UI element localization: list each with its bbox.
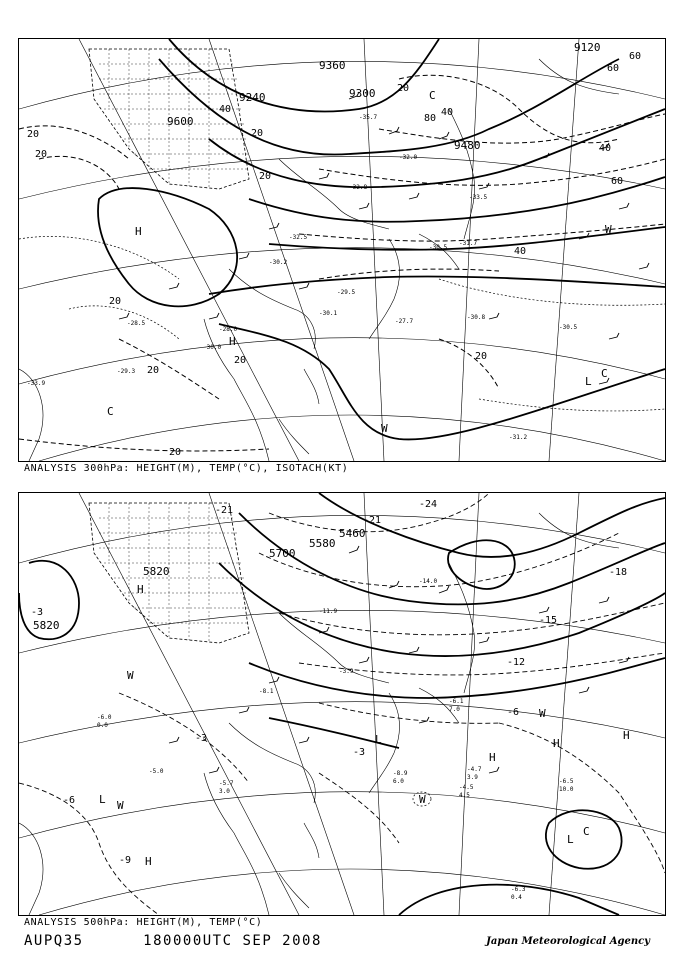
- isotach-label: 20: [27, 129, 40, 140]
- temp-label: -18: [609, 567, 628, 578]
- warm-label: W: [605, 223, 612, 236]
- isotach-label: 60: [629, 51, 642, 62]
- bulletin-datetime: 180000UTC SEP 2008: [143, 933, 322, 949]
- isotach-label: 80: [424, 113, 437, 124]
- graticule-lines: [19, 493, 665, 915]
- height-label: 5460: [339, 527, 366, 540]
- height-label: 9240: [239, 91, 266, 104]
- height-label: 9480: [454, 139, 481, 152]
- station-value: -33.5: [469, 194, 488, 201]
- station-value: 3.9: [467, 774, 478, 781]
- station-value: 10.0: [559, 786, 574, 793]
- isotach-label: 40: [441, 107, 454, 118]
- system-labels: [107, 89, 612, 435]
- station-value: -32.0: [399, 154, 418, 161]
- cold-label: C: [601, 367, 608, 380]
- station-value: -27.7: [395, 318, 414, 325]
- chart-300hpa-caption: ANALYSIS 300hPa: HEIGHT(M), TEMP(°C), ISOTACH(KT): [24, 463, 349, 474]
- station-value: 6.0: [393, 778, 404, 785]
- height-label: 9300: [349, 87, 376, 100]
- station-value: -29.3: [117, 368, 136, 375]
- height-label: 5580: [309, 537, 336, 550]
- station-value: -30.2: [269, 259, 288, 266]
- height-label: 5700: [269, 547, 296, 560]
- station-value: -3.9: [339, 668, 354, 675]
- temp-label: -3: [31, 607, 44, 618]
- high-pressure-label: H: [135, 225, 142, 238]
- warm-label: W: [419, 793, 426, 806]
- station-value: -4.5: [459, 784, 474, 791]
- isotach-label: 20: [397, 83, 410, 94]
- temp-label: -21: [363, 515, 382, 526]
- station-value: -33.9: [27, 380, 46, 387]
- station-value: 0.0: [97, 722, 108, 729]
- station-value: -8.1: [259, 688, 274, 695]
- station-value: -31.2: [509, 434, 528, 441]
- cold-label: C: [583, 825, 590, 838]
- height-label: 9120: [574, 41, 601, 54]
- bulletin-header: [24, 933, 322, 949]
- station-value: -6.5: [559, 778, 574, 785]
- height-label: 9360: [319, 59, 346, 72]
- high-pressure-label: H: [229, 335, 236, 348]
- isotach-label: 20: [169, 447, 182, 458]
- agency-name: Japan Meteorological Agency: [486, 936, 650, 947]
- height-labels: [33, 527, 366, 632]
- isotach-label: 20: [35, 149, 48, 160]
- station-value: 4.5: [459, 792, 470, 799]
- warm-label: W: [127, 669, 134, 682]
- station-value: -30.0: [203, 344, 222, 351]
- low-pressure-label: L: [567, 833, 574, 846]
- station-value: -30.5: [559, 324, 578, 331]
- low-pressure-label: L: [375, 733, 382, 746]
- low-pressure-label: L: [585, 375, 592, 388]
- bulletin-code: AUPQ35: [24, 933, 84, 949]
- temp-label: -21: [215, 505, 234, 516]
- station-value: -29.5: [337, 289, 356, 296]
- height-label: 5820: [33, 619, 60, 632]
- station-value: -32.8: [349, 184, 368, 191]
- station-value: -8.9: [393, 770, 408, 777]
- warm-label: W: [539, 707, 546, 720]
- station-value: -28.5: [127, 320, 146, 327]
- temp-label: -6: [507, 707, 520, 718]
- high-pressure-label: H: [137, 583, 144, 596]
- isotach-label: 20: [251, 128, 264, 139]
- high-pressure-label: H: [623, 729, 630, 742]
- isotach-label: 20: [259, 171, 272, 182]
- station-value: -11.9: [319, 608, 338, 615]
- temp-label: -6: [63, 795, 76, 806]
- station-value: -4.7: [467, 766, 482, 773]
- coastlines: [19, 59, 619, 461]
- low-pressure-label: L: [99, 793, 106, 806]
- station-value: -5.0: [149, 768, 164, 775]
- station-value: 7.0: [449, 706, 460, 713]
- height-labels: [167, 41, 601, 152]
- height-label: 9600: [167, 115, 194, 128]
- isotherms: [19, 493, 665, 915]
- high-pressure-label: H: [145, 855, 152, 868]
- isotach-label: 40: [514, 246, 527, 257]
- isotach-label: 60: [611, 176, 624, 187]
- isotach-label: 40: [599, 143, 612, 154]
- isotachs: [19, 75, 665, 451]
- isotach-label: 60: [607, 63, 620, 74]
- station-value: -30.1: [319, 310, 338, 317]
- temp-label: -12: [507, 657, 526, 668]
- isotach-label: 40: [219, 104, 232, 115]
- station-value: -28.0: [219, 326, 238, 333]
- temp-label: -3: [353, 747, 366, 758]
- cold-label: C: [429, 89, 436, 102]
- station-value: -31.7: [459, 240, 478, 247]
- chart-500hpa-caption: ANALYSIS 500hPa: HEIGHT(M), TEMP(°C): [24, 917, 263, 928]
- chart-300hpa-canvas: [19, 39, 665, 461]
- height-label: 5820: [143, 565, 170, 578]
- chart-300hpa: [18, 38, 666, 462]
- station-value: -30.8: [467, 314, 486, 321]
- warm-label: W: [381, 422, 388, 435]
- isotach-label: 20: [147, 365, 160, 376]
- station-value: -32.5: [289, 234, 308, 241]
- chart-500hpa: [18, 492, 666, 916]
- isotach-label: 20: [234, 355, 247, 366]
- station-value: -14.0: [419, 578, 438, 585]
- chart-500hpa-canvas: [19, 493, 665, 915]
- temp-label: -24: [419, 499, 438, 510]
- warm-label: W: [117, 799, 124, 812]
- temp-label: -15: [539, 615, 558, 626]
- height-contours: [19, 493, 665, 915]
- high-pressure-label: H: [553, 737, 560, 750]
- station-values: [97, 578, 574, 901]
- temp-label: -3: [195, 733, 208, 744]
- station-value: -6.1: [449, 698, 464, 705]
- station-value: -30.5: [429, 244, 448, 251]
- cold-label: C: [107, 405, 114, 418]
- isotach-label: 20: [475, 351, 488, 362]
- graticule-lines: [19, 39, 665, 461]
- temp-label: -9: [119, 855, 132, 866]
- station-value: -6.0: [97, 714, 112, 721]
- station-value: 0.4: [511, 894, 522, 901]
- station-value: -5.7: [219, 780, 234, 787]
- station-value: -35.7: [359, 114, 378, 121]
- station-value: -6.3: [511, 886, 526, 893]
- isotach-label: 20: [109, 296, 122, 307]
- station-value: 3.0: [219, 788, 230, 795]
- high-pressure-label: H: [489, 751, 496, 764]
